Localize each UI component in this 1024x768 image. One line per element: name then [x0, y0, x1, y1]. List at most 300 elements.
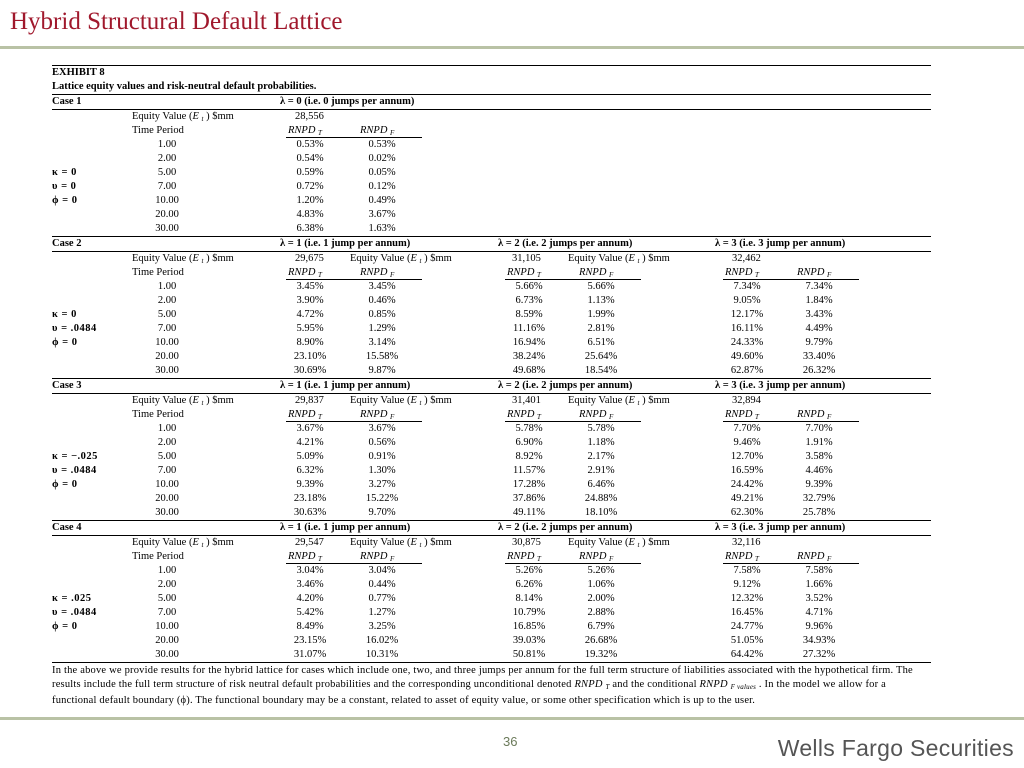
note-rnpd-f — [700, 679, 757, 690]
equity-sub: t — [419, 257, 422, 265]
case-block — [52, 520, 931, 662]
equity-unit: ) $mm — [642, 537, 670, 548]
lambda-header: λ = 3 (i.e. 3 jump per annum) — [715, 238, 846, 249]
table-row — [52, 422, 931, 436]
time-period-cell: 20.00 — [155, 209, 179, 220]
time-period-cell: 7.00 — [157, 181, 177, 192]
equity-var: E — [410, 395, 417, 406]
rnpd-f-cell: 3.58% — [805, 451, 833, 462]
equity-row — [52, 252, 931, 266]
time-period-cell: 7.00 — [157, 607, 177, 618]
equity-value: 28,556 — [295, 111, 324, 122]
equity-var: E — [410, 537, 417, 548]
rnpd-t-cell: 5.09% — [296, 451, 324, 462]
rnpd-t-cell: 16.11% — [731, 323, 763, 334]
rnpd-label: RNPD — [797, 409, 825, 420]
rnpd-f-cell: 3.67% — [368, 209, 396, 220]
rnpd-label: RNPD — [797, 267, 825, 278]
rnpd-sub: F — [827, 413, 832, 421]
rnpd-t-cell: 3.46% — [296, 579, 324, 590]
rnpd-sub: T — [755, 555, 759, 563]
table-row — [52, 138, 931, 152]
rnpd-f-cell: 15.22% — [365, 493, 399, 504]
rnpd-t-cell: 1.20% — [296, 195, 324, 206]
equity-value: 29,547 — [295, 537, 324, 548]
rnpd-f-cell: 9.39% — [805, 479, 833, 490]
rnpd-t-cell: 37.86% — [512, 493, 546, 504]
rnpd-label: RNPD — [507, 409, 535, 420]
case-header — [52, 95, 931, 109]
rnpd-f-cell: 34.93% — [802, 635, 836, 646]
rnpd-f-cell: 6.79% — [587, 621, 615, 632]
lambda-header: λ = 0 (i.e. 0 jumps per annum) — [280, 96, 415, 107]
rnpd-t-cell: 11.57% — [513, 465, 545, 476]
equity-label-text: Equity Value ( — [350, 253, 411, 264]
rnpd-f-cell: 9.79% — [805, 337, 833, 348]
rnpd-f-cell: 3.25% — [368, 621, 396, 632]
rnpd-f-cell: 0.91% — [368, 451, 396, 462]
rnpd-f-cell: 24.88% — [584, 493, 618, 504]
rnpd-sub: F — [827, 555, 832, 563]
lambda-header: λ = 2 (i.e. 2 jumps per annum) — [498, 380, 633, 391]
rnpd-f-cell: 0.56% — [368, 437, 396, 448]
rnpd-f-cell: 2.00% — [587, 593, 615, 604]
rnpd-label: RNPD — [360, 125, 388, 136]
rnpd-f-cell: 3.45% — [368, 281, 396, 292]
case-parameter: ϕ = 0 — [52, 621, 78, 632]
rnpd-sub: F — [390, 555, 395, 563]
case-block — [52, 94, 931, 236]
rnpd-t-cell: 49.60% — [730, 351, 764, 362]
equity-unit: ) $mm — [424, 395, 452, 406]
column-header-row — [52, 266, 931, 280]
time-period-cell: 30.00 — [155, 649, 179, 660]
rnpd-label: RNPD — [360, 551, 388, 562]
rnpd-t-cell: 0.72% — [296, 181, 324, 192]
rnpd-f-cell: 2.17% — [587, 451, 615, 462]
rnpd-t-cell: 24.77% — [730, 621, 764, 632]
rnpd-t-cell: 17.28% — [512, 479, 546, 490]
rnpd-t-cell: 12.32% — [730, 593, 764, 604]
rnpd-t-cell: 10.79% — [512, 607, 546, 618]
equity-sub: t — [201, 115, 204, 123]
rnpd-sub: F — [390, 413, 395, 421]
table-row — [52, 578, 931, 592]
rnpd-t-cell: 7.34% — [733, 281, 761, 292]
rnpd-sub: T — [318, 129, 322, 137]
equity-unit: ) $mm — [206, 253, 234, 264]
rnpd-sub: F — [390, 271, 395, 279]
rnpd-f-cell: 25.78% — [802, 507, 836, 518]
equity-sub: t — [637, 257, 640, 265]
rnpd-t-cell: 38.24% — [512, 351, 546, 362]
rnpd-t-cell: 24.42% — [730, 479, 764, 490]
table-row — [52, 194, 931, 208]
case-header — [52, 379, 931, 393]
rnpd-t-cell: 8.90% — [296, 337, 324, 348]
rnpd-t-cell: 4.20% — [296, 593, 324, 604]
rnpd-t-cell: 49.11% — [513, 507, 545, 518]
equity-value: 29,675 — [295, 253, 324, 264]
exhibit-note — [52, 663, 931, 708]
table-row — [52, 592, 931, 606]
equity-var: E — [192, 111, 199, 122]
table-row — [52, 364, 931, 378]
table-row — [52, 280, 931, 294]
note-text-3: . In the model we allow for a functional default boundary (ϕ). The functional boundary may be a constant, related to asset of equity value, or some other specification which is up to the user. — [52, 679, 886, 706]
note-rnpd-t-sub: T — [605, 683, 610, 691]
rnpd-t-cell: 12.17% — [730, 309, 764, 320]
column-header-row — [52, 408, 931, 422]
rnpd-sub: F — [609, 413, 614, 421]
time-period-cell: 1.00 — [157, 565, 177, 576]
case-body — [52, 394, 931, 520]
rnpd-sub: F — [609, 271, 614, 279]
rnpd-f-cell: 0.49% — [368, 195, 396, 206]
case-parameter: ϕ = 0 — [52, 479, 78, 490]
rnpd-t-cell: 7.70% — [733, 423, 761, 434]
time-period-cell: 2.00 — [157, 579, 177, 590]
time-period-cell: 2.00 — [157, 437, 177, 448]
rnpd-label: RNPD — [725, 267, 753, 278]
note-rnpd-t — [574, 679, 609, 690]
case-parameter: υ = .0484 — [52, 465, 97, 476]
rnpd-t-cell: 5.78% — [515, 423, 543, 434]
rnpd-sub: T — [318, 555, 322, 563]
rnpd-label: RNPD — [725, 551, 753, 562]
time-period-cell: 7.00 — [157, 465, 177, 476]
rnpd-f-cell: 1.91% — [805, 437, 833, 448]
rnpd-f-cell: 25.64% — [584, 351, 618, 362]
case-parameter: κ = −.025 — [52, 451, 98, 462]
rnpd-t-cell: 12.70% — [730, 451, 764, 462]
time-period-cell: 1.00 — [157, 139, 177, 150]
rnpd-t-cell: 8.14% — [515, 593, 543, 604]
rnpd-f-cell: 3.14% — [368, 337, 396, 348]
rnpd-f-cell: 1.13% — [587, 295, 615, 306]
table-row — [52, 222, 931, 236]
equity-label-text: Equity Value ( — [350, 395, 411, 406]
rnpd-f-cell: 26.32% — [802, 365, 836, 376]
rnpd-f-cell: 9.70% — [368, 507, 396, 518]
table-row — [52, 322, 931, 336]
rnpd-label: RNPD — [579, 409, 607, 420]
note-rnpd-f-label: RNPD — [699, 679, 728, 690]
rnpd-t-cell: 9.05% — [733, 295, 761, 306]
rnpd-f-cell: 7.58% — [805, 565, 833, 576]
rnpd-f-cell: 19.32% — [584, 649, 618, 660]
rnpd-f-cell: 33.40% — [802, 351, 836, 362]
rnpd-t-cell: 6.26% — [515, 579, 543, 590]
equity-value: 32,116 — [732, 537, 761, 548]
equity-unit: ) $mm — [206, 537, 234, 548]
rnpd-sub: T — [318, 413, 322, 421]
equity-value: 29,837 — [295, 395, 324, 406]
table-row — [52, 492, 931, 506]
rnpd-f-cell: 4.71% — [805, 607, 833, 618]
equity-label-text: Equity Value ( — [132, 111, 193, 122]
rnpd-f-cell: 1.84% — [805, 295, 833, 306]
equity-unit: ) $mm — [424, 537, 452, 548]
rnpd-f-cell: 10.31% — [365, 649, 399, 660]
rnpd-f-cell: 0.05% — [368, 167, 396, 178]
equity-var: E — [192, 537, 199, 548]
rnpd-f-cell: 5.26% — [587, 565, 615, 576]
rnpd-f-cell: 0.77% — [368, 593, 396, 604]
time-period-cell: 30.00 — [155, 507, 179, 518]
rnpd-t-cell: 11.16% — [513, 323, 545, 334]
case-parameter: κ = 0 — [52, 167, 77, 178]
rnpd-t-cell: 6.38% — [296, 223, 324, 234]
rnpd-f-cell: 2.91% — [587, 465, 615, 476]
rnpd-f-cell: 1.63% — [368, 223, 396, 234]
rnpd-label: RNPD — [507, 551, 535, 562]
case-body — [52, 252, 931, 378]
rnpd-label: RNPD — [579, 551, 607, 562]
time-period-header: Time Period — [132, 125, 184, 136]
rnpd-t-cell: 4.21% — [296, 437, 324, 448]
note-text-2: and the conditional — [609, 679, 700, 690]
equity-row — [52, 394, 931, 408]
rnpd-f-cell: 7.34% — [805, 281, 833, 292]
column-header-row — [52, 124, 931, 138]
time-period-cell: 20.00 — [155, 351, 179, 362]
time-period-cell: 5.00 — [157, 451, 177, 462]
rnpd-f-cell: 0.12% — [368, 181, 396, 192]
time-period-cell: 10.00 — [155, 479, 179, 490]
rnpd-f-cell: 27.32% — [802, 649, 836, 660]
rnpd-t-cell: 51.05% — [730, 635, 764, 646]
equity-label-text: Equity Value ( — [568, 395, 629, 406]
rnpd-t-cell: 39.03% — [512, 635, 546, 646]
rnpd-t-cell: 4.72% — [296, 309, 324, 320]
lambda-header: λ = 3 (i.e. 3 jump per annum) — [715, 380, 846, 391]
equity-var: E — [192, 395, 199, 406]
equity-unit: ) $mm — [206, 395, 234, 406]
equity-value: 30,875 — [512, 537, 541, 548]
rnpd-f-cell: 5.66% — [587, 281, 615, 292]
case-header — [52, 237, 931, 251]
rnpd-f-cell: 2.81% — [587, 323, 615, 334]
table-row — [52, 634, 931, 648]
time-period-cell: 10.00 — [155, 195, 179, 206]
time-period-cell: 5.00 — [157, 309, 177, 320]
time-period-cell: 1.00 — [157, 423, 177, 434]
case-name: Case 1 — [52, 96, 82, 107]
slide-title: Hybrid Structural Default Lattice — [10, 8, 343, 35]
rnpd-t-cell: 3.90% — [296, 295, 324, 306]
case-parameter: υ = .0484 — [52, 607, 97, 618]
rnpd-sub: F — [390, 129, 395, 137]
rnpd-t-cell: 16.85% — [512, 621, 546, 632]
case-parameter: ϕ = 0 — [52, 337, 78, 348]
table-row — [52, 564, 931, 578]
exhibit-caption: Lattice equity values and risk-neutral default probabilities. — [52, 81, 317, 92]
time-period-header: Time Period — [132, 409, 184, 420]
equity-label-text: Equity Value ( — [350, 537, 411, 548]
column-header-row — [52, 550, 931, 564]
equity-unit: ) $mm — [424, 253, 452, 264]
equity-unit: ) $mm — [642, 253, 670, 264]
table-row — [52, 166, 931, 180]
case-header — [52, 521, 931, 535]
table-row — [52, 180, 931, 194]
equity-var: E — [628, 537, 635, 548]
rnpd-f-cell: 6.46% — [587, 479, 615, 490]
rnpd-f-cell: 1.30% — [368, 465, 396, 476]
equity-label-text: Equity Value ( — [568, 537, 629, 548]
equity-label-text: Equity Value ( — [132, 537, 193, 548]
rnpd-sub: T — [537, 271, 541, 279]
rnpd-t-cell: 23.15% — [293, 635, 327, 646]
equity-var: E — [628, 395, 635, 406]
rnpd-label: RNPD — [507, 267, 535, 278]
case-parameter: υ = .0484 — [52, 323, 97, 334]
case-parameter: υ = 0 — [52, 181, 77, 192]
table-row — [52, 436, 931, 450]
lambda-header: λ = 3 (i.e. 3 jump per annum) — [715, 522, 846, 533]
rnpd-label: RNPD — [360, 267, 388, 278]
rnpd-f-cell: 7.70% — [805, 423, 833, 434]
rnpd-t-cell: 30.63% — [293, 507, 327, 518]
rnpd-f-cell: 0.46% — [368, 295, 396, 306]
rnpd-t-cell: 50.81% — [512, 649, 546, 660]
rnpd-f-cell: 3.04% — [368, 565, 396, 576]
rnpd-t-cell: 23.10% — [293, 351, 327, 362]
rnpd-f-cell: 9.87% — [368, 365, 396, 376]
rnpd-t-cell: 0.59% — [296, 167, 324, 178]
rnpd-label: RNPD — [579, 267, 607, 278]
brand-logo: Wells Fargo Securities — [777, 735, 1014, 761]
rnpd-t-cell: 23.18% — [293, 493, 327, 504]
rnpd-t-cell: 62.87% — [730, 365, 764, 376]
rnpd-t-cell: 5.42% — [296, 607, 324, 618]
note-rnpd-t-label: RNPD — [574, 679, 603, 690]
rnpd-t-cell: 8.59% — [515, 309, 543, 320]
rnpd-t-cell: 9.12% — [733, 579, 761, 590]
page-number: 36 — [503, 734, 518, 749]
time-period-cell: 5.00 — [157, 593, 177, 604]
rnpd-t-cell: 16.94% — [512, 337, 546, 348]
rnpd-t-cell: 5.95% — [296, 323, 324, 334]
case-name: Case 4 — [52, 522, 82, 533]
rnpd-f-cell: 0.85% — [368, 309, 396, 320]
rnpd-t-cell: 6.32% — [296, 465, 324, 476]
time-period-cell: 7.00 — [157, 323, 177, 334]
rnpd-sub: T — [318, 271, 322, 279]
table-row — [52, 350, 931, 364]
rnpd-f-cell: 32.79% — [802, 493, 836, 504]
cases-container — [52, 94, 931, 662]
note-rnpd-f-sub: F values — [730, 683, 757, 691]
rnpd-t-cell: 3.45% — [296, 281, 324, 292]
equity-value: 32,462 — [732, 253, 761, 264]
rnpd-t-cell: 3.04% — [296, 565, 324, 576]
equity-sub: t — [637, 541, 640, 549]
rnpd-f-cell: 0.53% — [368, 139, 396, 150]
rnpd-f-cell: 0.02% — [368, 153, 396, 164]
rnpd-f-cell: 26.68% — [584, 635, 618, 646]
rnpd-t-cell: 9.46% — [733, 437, 761, 448]
rnpd-t-cell: 64.42% — [730, 649, 764, 660]
rnpd-f-cell: 3.52% — [805, 593, 833, 604]
note-text-1: In the above we provide results for the hybrid lattice for cases which include one, two, and three jumps per annum for the full term structure of liabilities associated with the hypothetical firm. The results include the full term structure of risk neutral default probabilities and the corresponding unconditional denoted — [52, 665, 913, 690]
time-period-cell: 10.00 — [155, 621, 179, 632]
title-divider — [0, 46, 1024, 49]
rnpd-t-cell: 49.68% — [512, 365, 546, 376]
rnpd-sub: T — [755, 271, 759, 279]
table-row — [52, 648, 931, 662]
equity-sub: t — [419, 399, 422, 407]
rnpd-t-cell: 24.33% — [730, 337, 764, 348]
equity-value: 31,401 — [512, 395, 541, 406]
rnpd-t-cell: 16.59% — [730, 465, 764, 476]
rnpd-label: RNPD — [288, 267, 316, 278]
rnpd-t-cell: 3.67% — [296, 423, 324, 434]
table-row — [52, 208, 931, 222]
case-name: Case 2 — [52, 238, 82, 249]
rnpd-t-cell: 4.83% — [296, 209, 324, 220]
rnpd-t-cell: 62.30% — [730, 507, 764, 518]
rnpd-label: RNPD — [288, 125, 316, 136]
rnpd-f-cell: 5.78% — [587, 423, 615, 434]
equity-unit: ) $mm — [206, 111, 234, 122]
exhibit-label: EXHIBIT 8 — [52, 67, 105, 78]
rnpd-f-cell: 1.06% — [587, 579, 615, 590]
time-period-header: Time Period — [132, 267, 184, 278]
time-period-cell: 30.00 — [155, 365, 179, 376]
rnpd-f-cell: 18.10% — [584, 507, 618, 518]
equity-sub: t — [637, 399, 640, 407]
case-block — [52, 378, 931, 520]
rnpd-f-cell: 3.27% — [368, 479, 396, 490]
equity-row — [52, 110, 931, 124]
rnpd-t-cell: 9.39% — [296, 479, 324, 490]
rnpd-f-cell: 2.88% — [587, 607, 615, 618]
equity-row — [52, 536, 931, 550]
time-period-cell: 1.00 — [157, 281, 177, 292]
equity-var: E — [628, 253, 635, 264]
rnpd-label: RNPD — [725, 409, 753, 420]
rnpd-sub: T — [537, 555, 541, 563]
rnpd-t-cell: 16.45% — [730, 607, 764, 618]
rnpd-sub: T — [537, 413, 541, 421]
time-period-cell: 20.00 — [155, 635, 179, 646]
rnpd-f-cell: 6.51% — [587, 337, 615, 348]
equity-label-text: Equity Value ( — [132, 253, 193, 264]
rnpd-f-cell: 4.46% — [805, 465, 833, 476]
rnpd-f-cell: 9.96% — [805, 621, 833, 632]
rnpd-sub: F — [827, 271, 832, 279]
rnpd-f-cell: 3.43% — [805, 309, 833, 320]
equity-var: E — [410, 253, 417, 264]
table-row — [52, 336, 931, 350]
rnpd-t-cell: 0.54% — [296, 153, 324, 164]
case-body — [52, 110, 931, 236]
case-block — [52, 236, 931, 378]
rnpd-label: RNPD — [288, 551, 316, 562]
table-row — [52, 294, 931, 308]
equity-sub: t — [201, 541, 204, 549]
table-row — [52, 506, 931, 520]
rnpd-t-cell: 5.26% — [515, 565, 543, 576]
rnpd-t-cell: 49.21% — [730, 493, 764, 504]
equity-unit: ) $mm — [642, 395, 670, 406]
rnpd-t-cell: 30.69% — [293, 365, 327, 376]
lambda-header: λ = 2 (i.e. 2 jumps per annum) — [498, 238, 633, 249]
time-period-cell: 30.00 — [155, 223, 179, 234]
rnpd-f-cell: 3.67% — [368, 423, 396, 434]
